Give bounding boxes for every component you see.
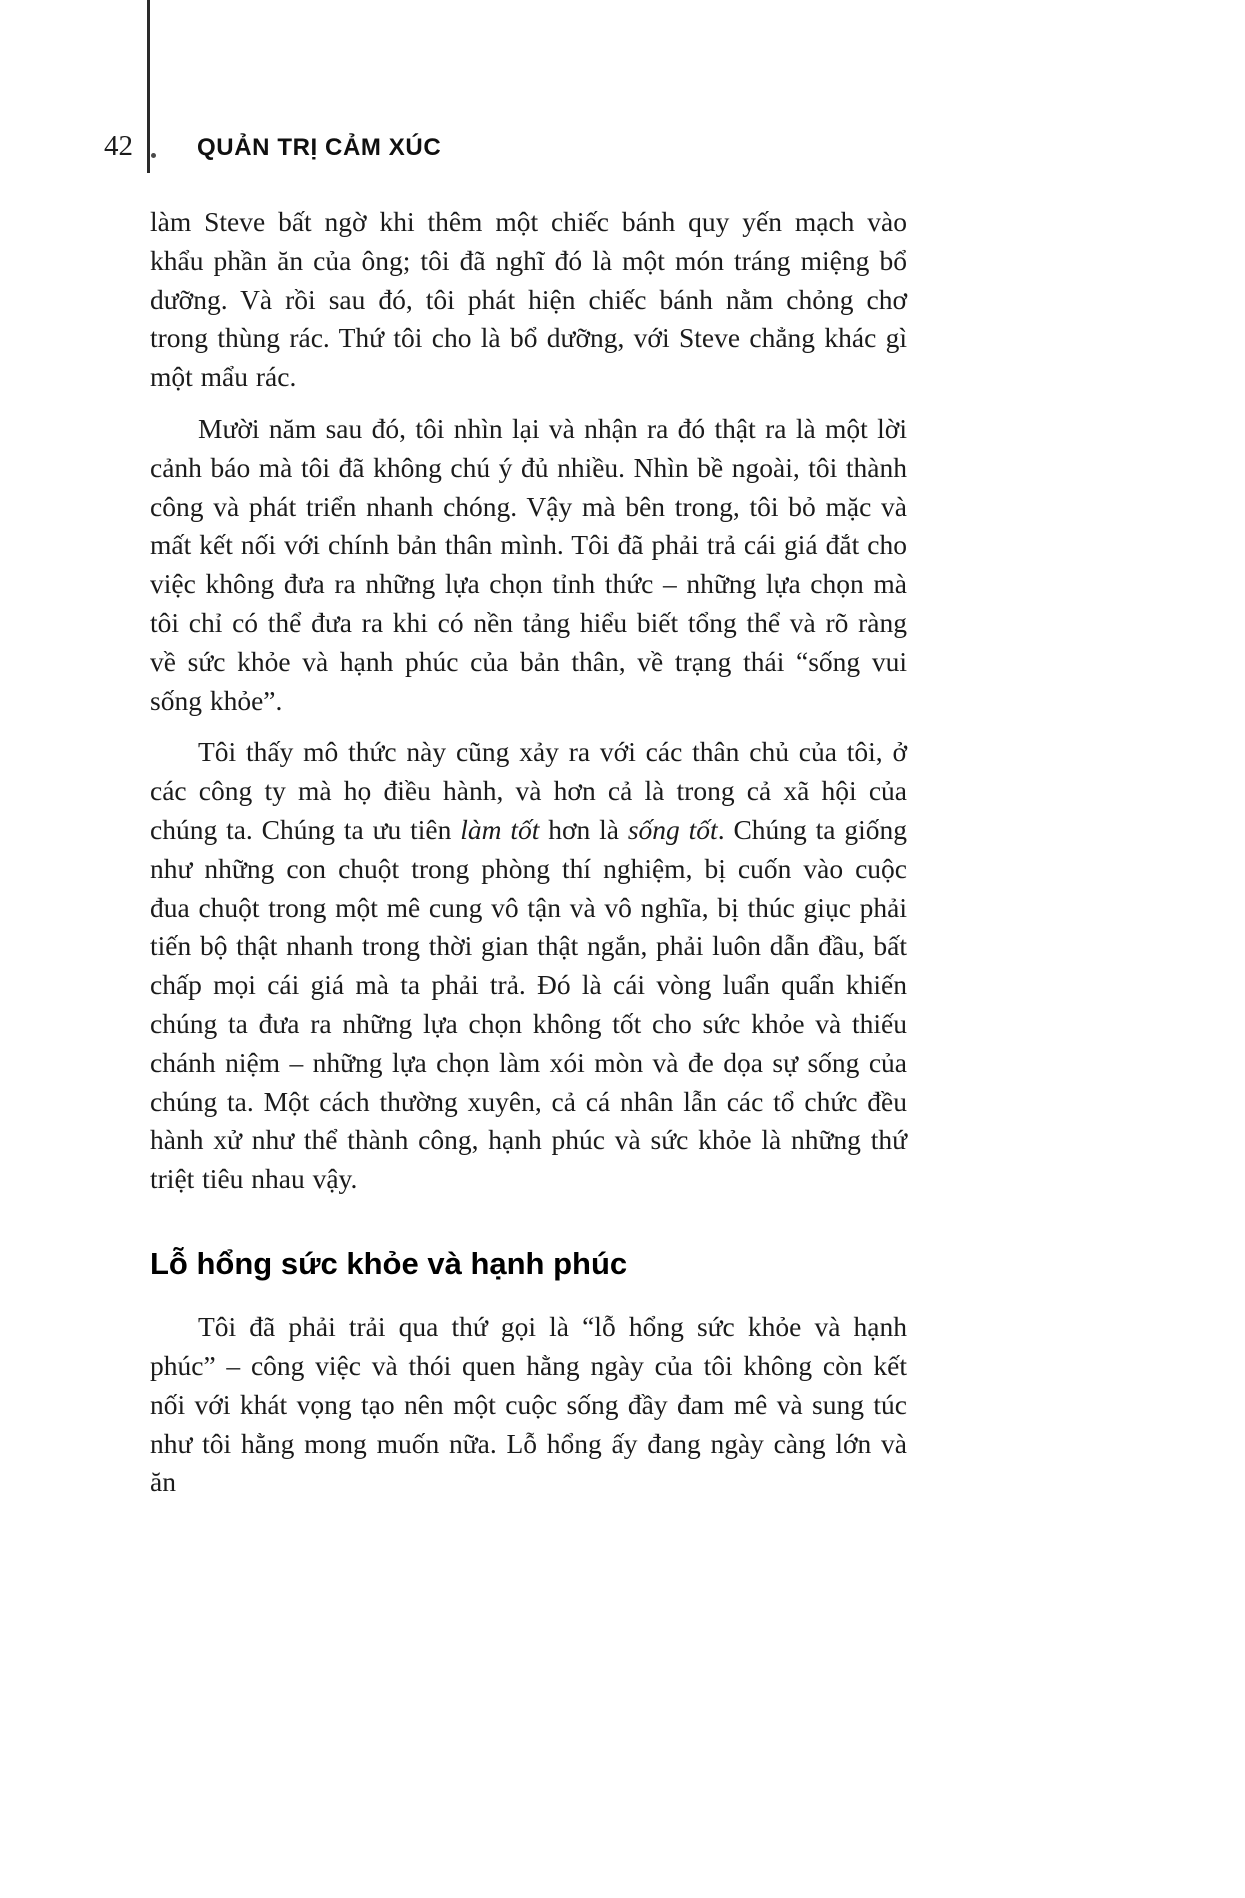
page-body [150, 203, 907, 1515]
paragraph: Tôi đã phải trải qua thứ gọi là “lỗ hổng sức khỏe và hạnh phúc” – công việc và thói quen hằng ngày của tôi không còn kết nối với khát vọng tạo nên một cuộc sống đầy đam mê và sung túc như tôi hằng mong muốn nữa. Lỗ hổng ấy đang ngày càng lớn và ăn [150, 1311, 907, 1498]
paragraph-continuation: làm Steve bất ngờ khi thêm một chiếc bánh quy yến mạch vào khẩu phần ăn của ông; tôi đã nghĩ đó là một món tráng miệng bổ dưỡng. Và rồi sau đó, tôi phát hiện chiếc bánh nằm chỏng chơ trong thùng rác. Thứ tôi cho là bổ dưỡng, với Steve chẳng khác gì một mẩu rác. [150, 206, 907, 393]
section-heading: Lỗ hổng sức khỏe và hạnh phúc [150, 1245, 628, 1281]
paragraph: Tôi thấy mô thức này cũng xảy ra với các thân chủ của tôi, ở các công ty mà họ điều hành, và hơn cả là trong cả xã hội của chúng ta. Chúng ta ưu tiên làm tốt hơn là sống tốt. Chúng ta giống như những con chuột trong phòng thí nghiệm, bị cuốn vào cuộc đua chuột trong một mê cung vô tận và vô nghĩa, bị thúc giục phải tiến bộ thật nhanh trong thời gian thật ngắn, phải luôn dẫn đầu, bất chấp mọi cái giá mà ta phải trả. Đó là cái vòng luẩn quẩn khiến chúng ta đưa ra những lựa chọn không tốt cho sức khỏe và thiếu chánh niệm – những lựa chọn làm xói mòn và đe dọa sự sống của chúng ta. Một cách thường xuyên, cả cá nhân lẫn các tổ chức đều hành xử như thể thành công, hạnh phúc và sức khỏe là những thứ triệt tiêu nhau vậy. [150, 736, 908, 1195]
page-number: 42 [104, 130, 133, 162]
page-header [104, 130, 441, 163]
paragraph: Mười năm sau đó, tôi nhìn lại và nhận ra đó thật ra là một lời cảnh báo mà tôi đã không chú ý đủ nhiều. Nhìn bề ngoài, tôi thành công và phát triển nhanh chóng. Vậy mà bên trong, tôi bỏ mặc và mất kết nối với chính bản thân mình. Tôi đã phải trả cái giá đắt cho việc không đưa ra những lựa chọn tỉnh thức – những lựa chọn mà tôi chỉ có thể đưa ra khi có nền tảng hiểu biết tổng thể và rõ ràng về sức khỏe và hạnh phúc của bản thân, về trạng thái “sống vui sống khỏe”. [150, 412, 907, 716]
running-title: QUẢN TRỊ CẢM XÚC [197, 134, 442, 161]
